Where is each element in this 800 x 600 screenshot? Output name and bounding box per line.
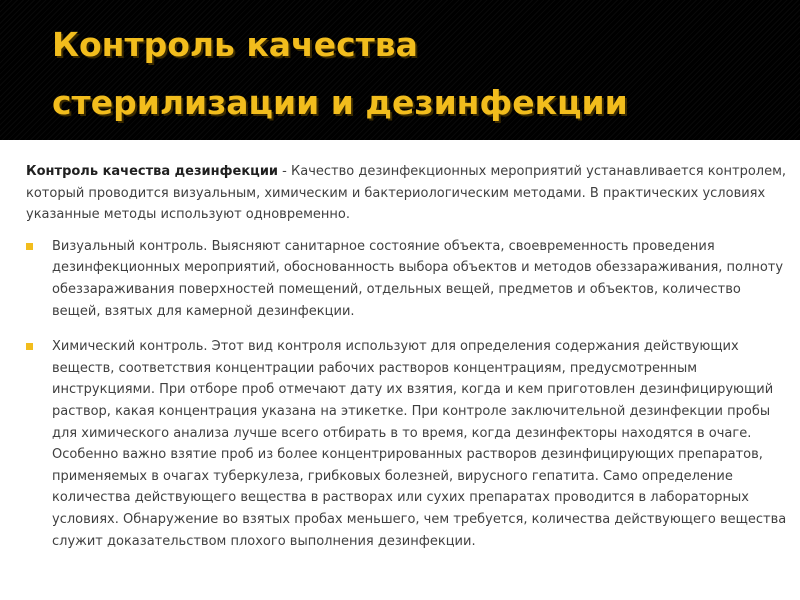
title-line-1: Контроль качества	[52, 25, 418, 64]
intro-text: - Качество дезинфекционных мероприятий устанавливается контролем, который проводится визуальным, химическим и бактериологическим методами. В практических условиях указанные методы используют одновременно.	[26, 164, 787, 223]
bullet-text: Визуальный контроль. Выясняют санитарное состояние объекта, своевременность проведения дезинфекционных мероприятий, обоснованность выбора объектов и методов обеззараживания, полноту обеззараживания поверхностей помещений, отдельных вещей, предметов и объектов, количество вещей, взятых для камерной дезинфекции.	[52, 238, 784, 319]
bullet-marker-icon	[26, 243, 33, 250]
bullet-visual-control	[26, 236, 792, 322]
slide-title	[52, 16, 772, 132]
intro-heading: Контроль качества дезинфекции	[26, 164, 279, 179]
slide-body	[26, 161, 792, 552]
bullet-chemical-control	[26, 336, 792, 552]
slide-header	[0, 0, 800, 140]
title-line-2: стерилизации и дезинфекции	[52, 83, 628, 122]
intro-paragraph	[26, 161, 792, 226]
bullet-text: Химический контроль. Этот вид контроля используют для определения содержания действующих веществ, соответствия концентрации рабочих растворов концентрациям, предусмотренным инструкциями. При отборе проб отмечают дату их взятия, когда и кем приготовлен дезинфицирующий раствор, какая концентрация указана на этикетке. При контроле заключительной дезинфекции пробы для химического анализа лучше всего отбирать в то время, когда дезинфекторы находятся в очаге. Особенно важно взятие проб из более концентрированных растворов дезинфицирующих препаратов, применяемых в очагах туберкулеза, грибковых болезней, вирусного гепатита. Само определение количества действующего вещества в растворах или сухих препаратах проводится в лабораторных условиях. Обнаружение во взятых пробах меньшего, чем требуется, количества действующего вещества служит доказательством плохого выполнения дезинфекции.	[52, 339, 787, 549]
bullet-marker-icon	[26, 343, 33, 350]
